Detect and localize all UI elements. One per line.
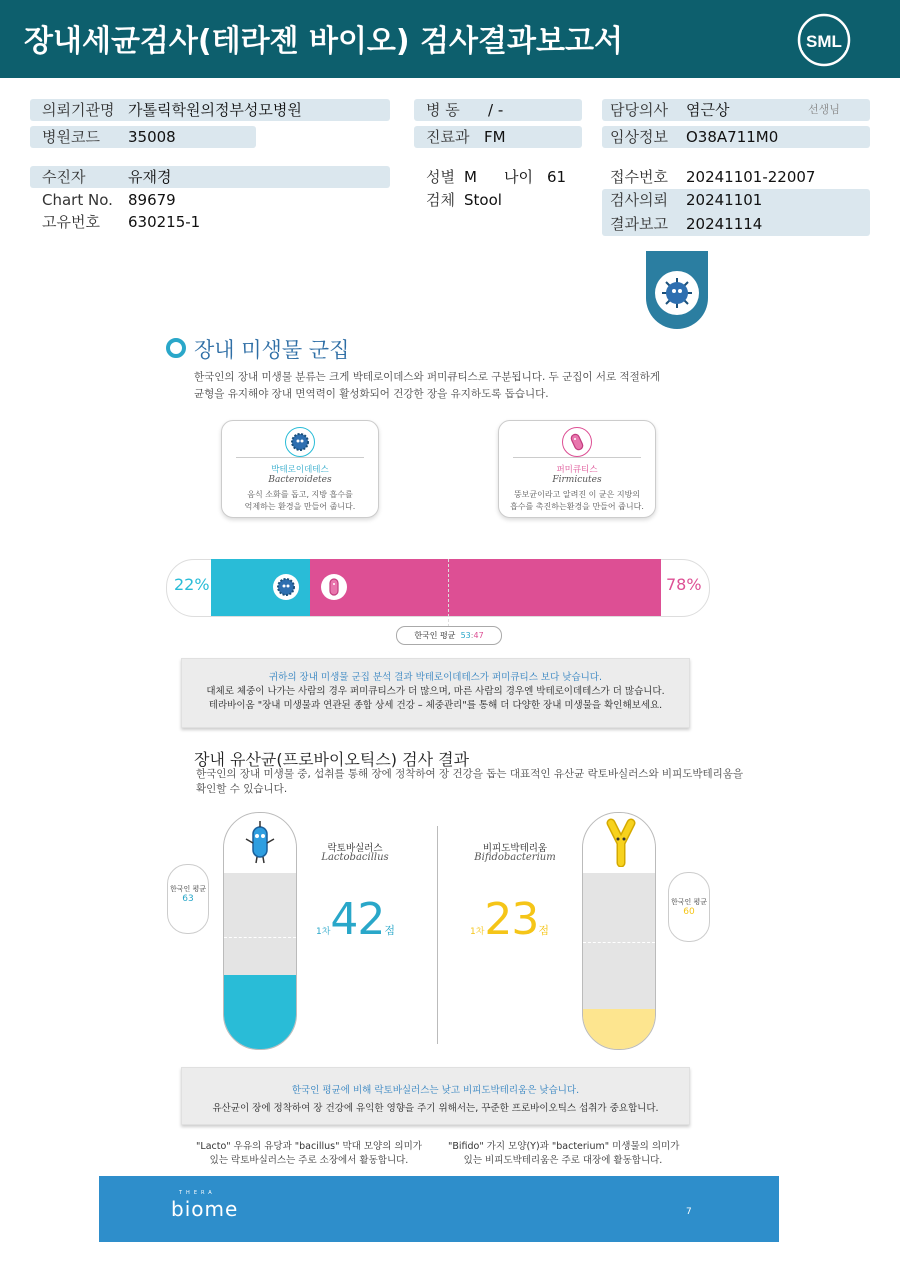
firmicutes-icon bbox=[562, 427, 592, 457]
dates-block bbox=[602, 189, 870, 236]
lacto-average-pill bbox=[167, 864, 209, 934]
chart-label: Chart No. bbox=[42, 191, 113, 209]
bacteroidetes-bar-icon bbox=[272, 573, 300, 601]
korean-average-sep: : bbox=[470, 631, 474, 640]
lacto-name: 락토바실러스 bbox=[327, 843, 383, 854]
community-note-line2: 대체로 체중이 나가는 사람의 경우 퍼미큐티스가 더 많으며, 마른 사람의 경우엔 박테로이데테스가 더 많습니다. bbox=[206, 686, 665, 697]
bifido-average-label: 한국인 평균 bbox=[670, 898, 708, 906]
ward-row bbox=[414, 99, 582, 121]
community-result-note bbox=[181, 658, 690, 728]
lacto-footnote bbox=[194, 1140, 424, 1168]
doctor-label: 담당의사 bbox=[610, 101, 668, 119]
probiotics-note-line2: 유산균이 장에 정착하여 장 건강에 유익한 영향을 주기 위해서는, 꾸준한 프로바이오틱스 섭취가 중요합니다. bbox=[212, 1103, 659, 1114]
firmicutes-name: 퍼미큐티스 bbox=[556, 465, 598, 475]
chart-row bbox=[30, 189, 390, 211]
institution-row bbox=[30, 99, 390, 121]
firmicutes-card bbox=[498, 420, 656, 518]
report-label: 결과보고 bbox=[610, 215, 668, 233]
bacteroidetes-name: 박테로이데테스 bbox=[271, 465, 329, 475]
clinical-row bbox=[602, 126, 870, 148]
bifido-round: 1차 bbox=[470, 927, 485, 937]
community-note-line3: 테라바이옴 "장내 미생물과 연관된 종합 상세 건강 – 체중관리"를 통해 더 다양한 장내 미생물을 확인해보세요. bbox=[208, 700, 663, 711]
lacto-score bbox=[316, 894, 395, 945]
community-intro-line2: 균형을 유지해야 장내 면역력이 활성화되어 건강한 장을 유지하도록 돕습니다. bbox=[194, 388, 549, 400]
bacteroidetes-latin: Bacteroidetes bbox=[268, 475, 332, 485]
bifido-average-value: 60 bbox=[683, 907, 695, 917]
community-title bbox=[166, 334, 349, 364]
brand-small: THERA bbox=[179, 1190, 216, 1196]
lacto-footnote-line1: "Lacto" 우유의 유당과 "bacillus" 막대 모양의 의미가 bbox=[196, 1141, 422, 1152]
bifido-score-value: 23 bbox=[484, 894, 539, 945]
sml-logo-text: SML bbox=[806, 32, 842, 51]
lacto-capsule bbox=[223, 812, 297, 1050]
doctor-suffix: 선생님 bbox=[808, 103, 840, 116]
department-value: FM bbox=[484, 128, 506, 146]
bifido-footnote-line1: "Bifido" 가지 모양(Y)과 "bacterium" 미생물의 의미가 bbox=[448, 1141, 680, 1152]
lacto-fill bbox=[224, 975, 296, 1049]
request-value: 20241101 bbox=[686, 191, 763, 209]
bifido-score bbox=[470, 894, 549, 945]
korean-average-b: 53 bbox=[460, 631, 471, 640]
lacto-average-value: 63 bbox=[182, 894, 194, 904]
report-value: 20241114 bbox=[686, 215, 763, 233]
bacteroidetes-desc1: 음식 소화를 돕고, 지방 흡수를 bbox=[247, 490, 353, 499]
age-value: 61 bbox=[547, 168, 567, 186]
bacteroidetes-desc2: 억제하는 환경을 만들어 줍니다. bbox=[244, 502, 356, 511]
doctor-row bbox=[602, 99, 870, 121]
page-number: 7 bbox=[686, 1207, 692, 1217]
lacto-round: 1차 bbox=[316, 927, 331, 937]
institution-label: 의뢰기관명 bbox=[42, 101, 115, 119]
receipt-value: 20241101-22007 bbox=[686, 168, 816, 186]
korean-average-label: 한국인 평균 bbox=[414, 631, 456, 640]
bifido-score-unit: 점 bbox=[538, 924, 550, 937]
bifido-name: 비피도박테리움 bbox=[482, 843, 548, 854]
section-bookmark-tab bbox=[646, 251, 708, 329]
korean-average-pill bbox=[396, 626, 502, 645]
community-intro-line1: 한국인의 장내 미생물 분류는 크게 박테로이데스와 퍼미큐티스로 구분됩니다. 두 군집이 서로 적절하게 bbox=[194, 371, 661, 383]
specimen-row bbox=[414, 189, 582, 211]
microbe-icon bbox=[655, 271, 699, 315]
clinical-label: 임상정보 bbox=[610, 128, 668, 146]
firmicutes-bar-icon bbox=[320, 573, 348, 601]
receipt-row bbox=[602, 166, 870, 188]
report-header bbox=[0, 0, 900, 78]
probiotics-intro bbox=[196, 767, 743, 797]
bookmark-circle bbox=[655, 271, 699, 315]
community-title-text: 장내 미생물 군집 bbox=[194, 338, 350, 362]
lacto-footnote-line2: 있는 락토바실러스는 주로 소장에서 활동합니다. bbox=[209, 1155, 409, 1166]
lacto-average-label: 한국인 평균 bbox=[169, 885, 207, 893]
sex-value: M bbox=[464, 168, 477, 186]
probiotics-title: 장내 유산균(프로바이오틱스) 검사 결과 bbox=[194, 750, 470, 769]
bacteroidetes-card bbox=[221, 420, 379, 518]
department-row bbox=[414, 126, 582, 148]
firmicutes-latin: Firmicutes bbox=[552, 475, 602, 485]
hospital-code-label: 병원코드 bbox=[42, 128, 100, 146]
patient-row bbox=[30, 166, 390, 188]
probiotics-intro-line1: 한국인의 장내 미생물 중, 섭취를 통해 장에 정착하여 장 건강을 돕는 대표적인 유산균 락토바실러스와 비피도박테리움을 bbox=[196, 768, 744, 780]
lacto-score-unit: 점 bbox=[384, 924, 396, 937]
patient-label: 수진자 bbox=[42, 168, 86, 186]
specimen-value: Stool bbox=[464, 191, 502, 209]
bifidobacterium-icon bbox=[601, 817, 641, 867]
korean-average-f: 47 bbox=[473, 631, 484, 640]
bacteroidetes-pct-label: 22% bbox=[174, 575, 210, 594]
sex-age-row bbox=[414, 166, 582, 188]
unique-row bbox=[30, 211, 390, 233]
age-label: 나이 bbox=[504, 168, 533, 186]
institution-value: 가톨릭학원의정부성모병원 bbox=[128, 101, 302, 119]
brand-logo: biome bbox=[171, 1197, 239, 1221]
card-divider bbox=[513, 457, 641, 458]
hospital-code-value: 35008 bbox=[128, 128, 176, 146]
firmicutes-bar bbox=[310, 559, 661, 616]
bacteroidetes-desc bbox=[222, 489, 378, 513]
bifido-footnote-line2: 있는 비피도박테리움은 주로 대장에 활동합니다. bbox=[463, 1155, 663, 1166]
firmicutes-desc1: 뚱보균이라고 알려진 이 균은 지방의 bbox=[513, 490, 641, 499]
bifido-average-line bbox=[583, 942, 655, 943]
community-note-line1: 귀하의 장내 미생물 군집 분석 결과 박테로이데테스가 퍼미큐티스 보다 낮습니다. bbox=[268, 672, 603, 683]
specimen-label: 검체 bbox=[426, 191, 455, 209]
clinical-value: O38A711M0 bbox=[686, 128, 779, 146]
hospital-code-row bbox=[30, 126, 256, 148]
community-intro bbox=[194, 369, 660, 403]
patient-value: 유재경 bbox=[128, 168, 172, 186]
department-label: 진료과 bbox=[426, 128, 470, 146]
unique-value: 630215-1 bbox=[128, 213, 201, 231]
korean-average-marker bbox=[448, 559, 449, 627]
bifido-footnote bbox=[448, 1140, 678, 1168]
ring-icon bbox=[166, 338, 186, 358]
firmicutes-desc bbox=[499, 489, 655, 513]
lacto-latin: Lactobacillus bbox=[321, 852, 389, 863]
chart-value: 89679 bbox=[128, 191, 176, 209]
request-label: 검사의뢰 bbox=[610, 191, 668, 209]
bacteroidetes-icon bbox=[285, 427, 315, 457]
probiotics-intro-line2: 확인할 수 있습니다. bbox=[196, 783, 288, 795]
bifido-latin: Bifidobacterium bbox=[474, 852, 556, 863]
firmicutes-desc2: 흡수를 촉진하는환경을 만들어 줍니다. bbox=[510, 502, 644, 511]
sml-logo bbox=[796, 12, 852, 68]
report-title: 장내세균검사(테라젠 바이오) 검사결과보고서 bbox=[24, 24, 623, 59]
card-divider bbox=[236, 457, 364, 458]
unique-label: 고유번호 bbox=[42, 213, 100, 231]
bacteroidetes-bar bbox=[211, 559, 310, 616]
firmicutes-pct-label: 78% bbox=[666, 575, 702, 594]
bifido-average-pill bbox=[668, 872, 710, 942]
page-footer bbox=[99, 1176, 779, 1242]
bifido-capsule bbox=[582, 812, 656, 1050]
sex-label: 성별 bbox=[426, 168, 455, 186]
receipt-label: 접수번호 bbox=[610, 168, 668, 186]
probiotics-result-note bbox=[181, 1067, 690, 1125]
doctor-value: 염근상 bbox=[686, 101, 730, 119]
probiotics-divider bbox=[437, 826, 438, 1044]
probiotics-note-line1: 한국인 평균에 비해 락토바실러스는 낮고 비피도박테리움은 낮습니다. bbox=[291, 1085, 580, 1096]
ward-label: 병 동 bbox=[426, 101, 460, 119]
ward-value: / - bbox=[488, 101, 504, 119]
lacto-average-line bbox=[224, 937, 296, 938]
lacto-score-value: 42 bbox=[330, 894, 385, 945]
bifido-fill bbox=[583, 1009, 655, 1049]
lactobacillus-icon bbox=[240, 819, 280, 865]
